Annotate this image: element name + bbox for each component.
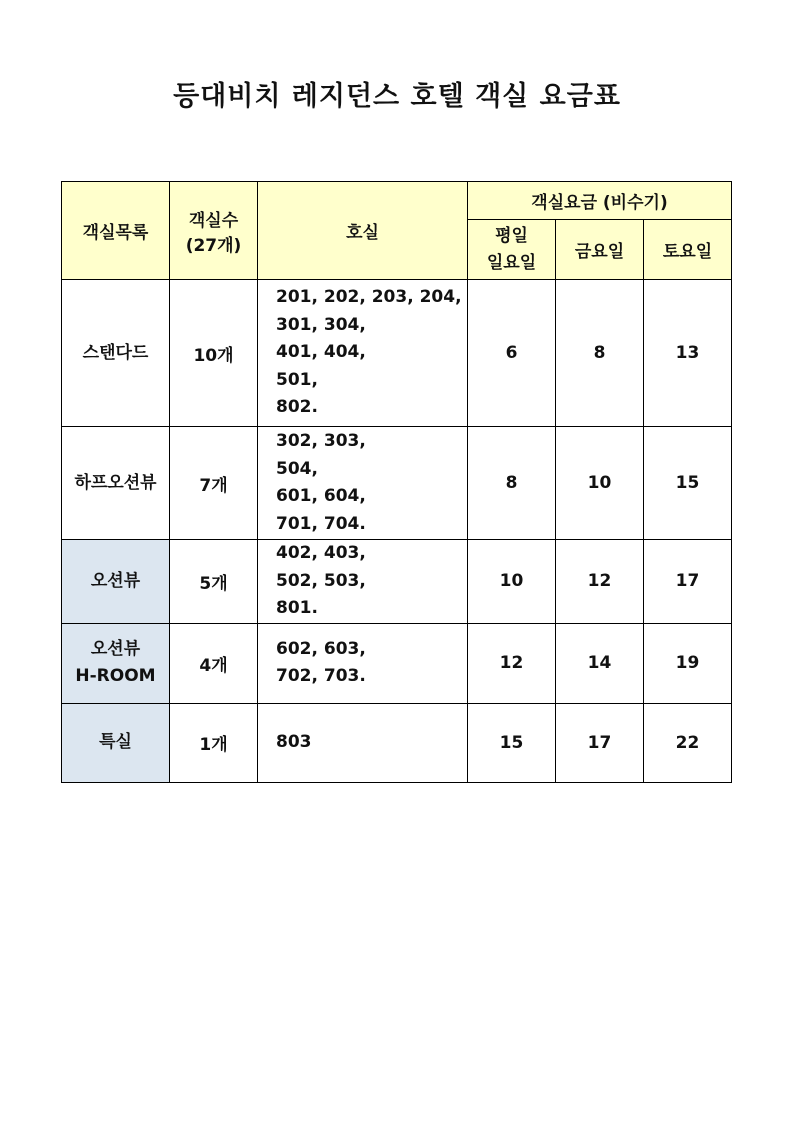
room-line: 502, 503, [276,570,366,591]
room-line: 702, 703. [276,666,366,686]
room-line: 301, 304, [276,314,366,335]
category-line: 스탠다드 [82,342,149,363]
category-line: 오션뷰 [90,570,141,591]
table-row [62,703,732,782]
category-cell [62,703,170,782]
category-line: 오션뷰 [90,639,141,659]
weekday-rate-cell: 15 [468,703,556,782]
rate-table [61,181,732,783]
room-line: 201, 202, 203, 204, [276,287,462,308]
room-line: 402, 403, [276,543,366,563]
header-weekday [468,220,556,280]
header-rooms: 호실 [258,182,468,280]
category-cell [62,427,170,540]
room-line: 803 [276,731,312,752]
rooms-cell [258,427,468,540]
room-line: 701, 704. [276,513,366,534]
header-count-line2: (27개) [185,235,242,256]
category-cell [62,623,170,703]
weekday-rate-cell: 6 [468,280,556,427]
room-line: 802. [276,397,318,418]
friday-rate-cell: 17 [556,703,644,782]
table-body [62,280,732,783]
category-cell [62,540,170,624]
weekday-rate-cell: 12 [468,623,556,703]
header-row-1 [62,182,732,220]
friday-rate-cell: 14 [556,623,644,703]
saturday-rate-cell: 13 [644,280,732,427]
rooms-cell [258,280,468,427]
header-weekday-line1: 평일 [495,225,528,246]
page-title: 등대비치 레지던스 호텔 객실 요금표 [173,81,621,112]
room-line: 601, 604, [276,486,366,506]
room-line: 801. [276,598,318,618]
count-cell: 4개 [170,623,258,703]
category-line: 특실 [99,732,132,752]
header-count-line1: 객실수 [188,210,239,231]
friday-rate-cell: 10 [556,427,644,540]
table-row [62,280,732,427]
count-cell: 1개 [170,703,258,782]
weekday-rate-cell: 10 [468,540,556,624]
category-cell [62,280,170,427]
rooms-cell [258,623,468,703]
saturday-rate-cell: 17 [644,540,732,624]
weekday-rate-cell: 8 [468,427,556,540]
friday-rate-cell: 12 [556,540,644,624]
count-cell: 10개 [170,280,258,427]
room-line: 302, 303, [276,431,366,451]
saturday-rate-cell: 19 [644,623,732,703]
friday-rate-cell: 8 [556,280,644,427]
table-row [62,427,732,540]
rooms-cell [258,703,468,782]
rooms-cell [258,540,468,624]
room-line: 504, [276,458,318,479]
saturday-rate-cell: 22 [644,703,732,782]
header-category: 객실목록 [62,182,170,280]
room-line: 401, 404, [276,342,366,363]
header-saturday: 토요일 [644,220,732,280]
saturday-rate-cell: 15 [644,427,732,540]
category-line: H-ROOM [75,666,156,686]
header-weekday-line2: 일요일 [486,252,537,273]
header-rate-group: 객실요금 (비수기) [468,182,732,220]
table-row [62,623,732,703]
category-line: 하프오션뷰 [74,472,157,493]
room-line: 602, 603, [276,638,366,659]
count-cell: 5개 [170,540,258,624]
header-friday: 금요일 [556,220,644,280]
count-cell: 7개 [170,427,258,540]
room-line: 501, [276,369,318,390]
header-count [170,182,258,280]
table-row [62,540,732,624]
